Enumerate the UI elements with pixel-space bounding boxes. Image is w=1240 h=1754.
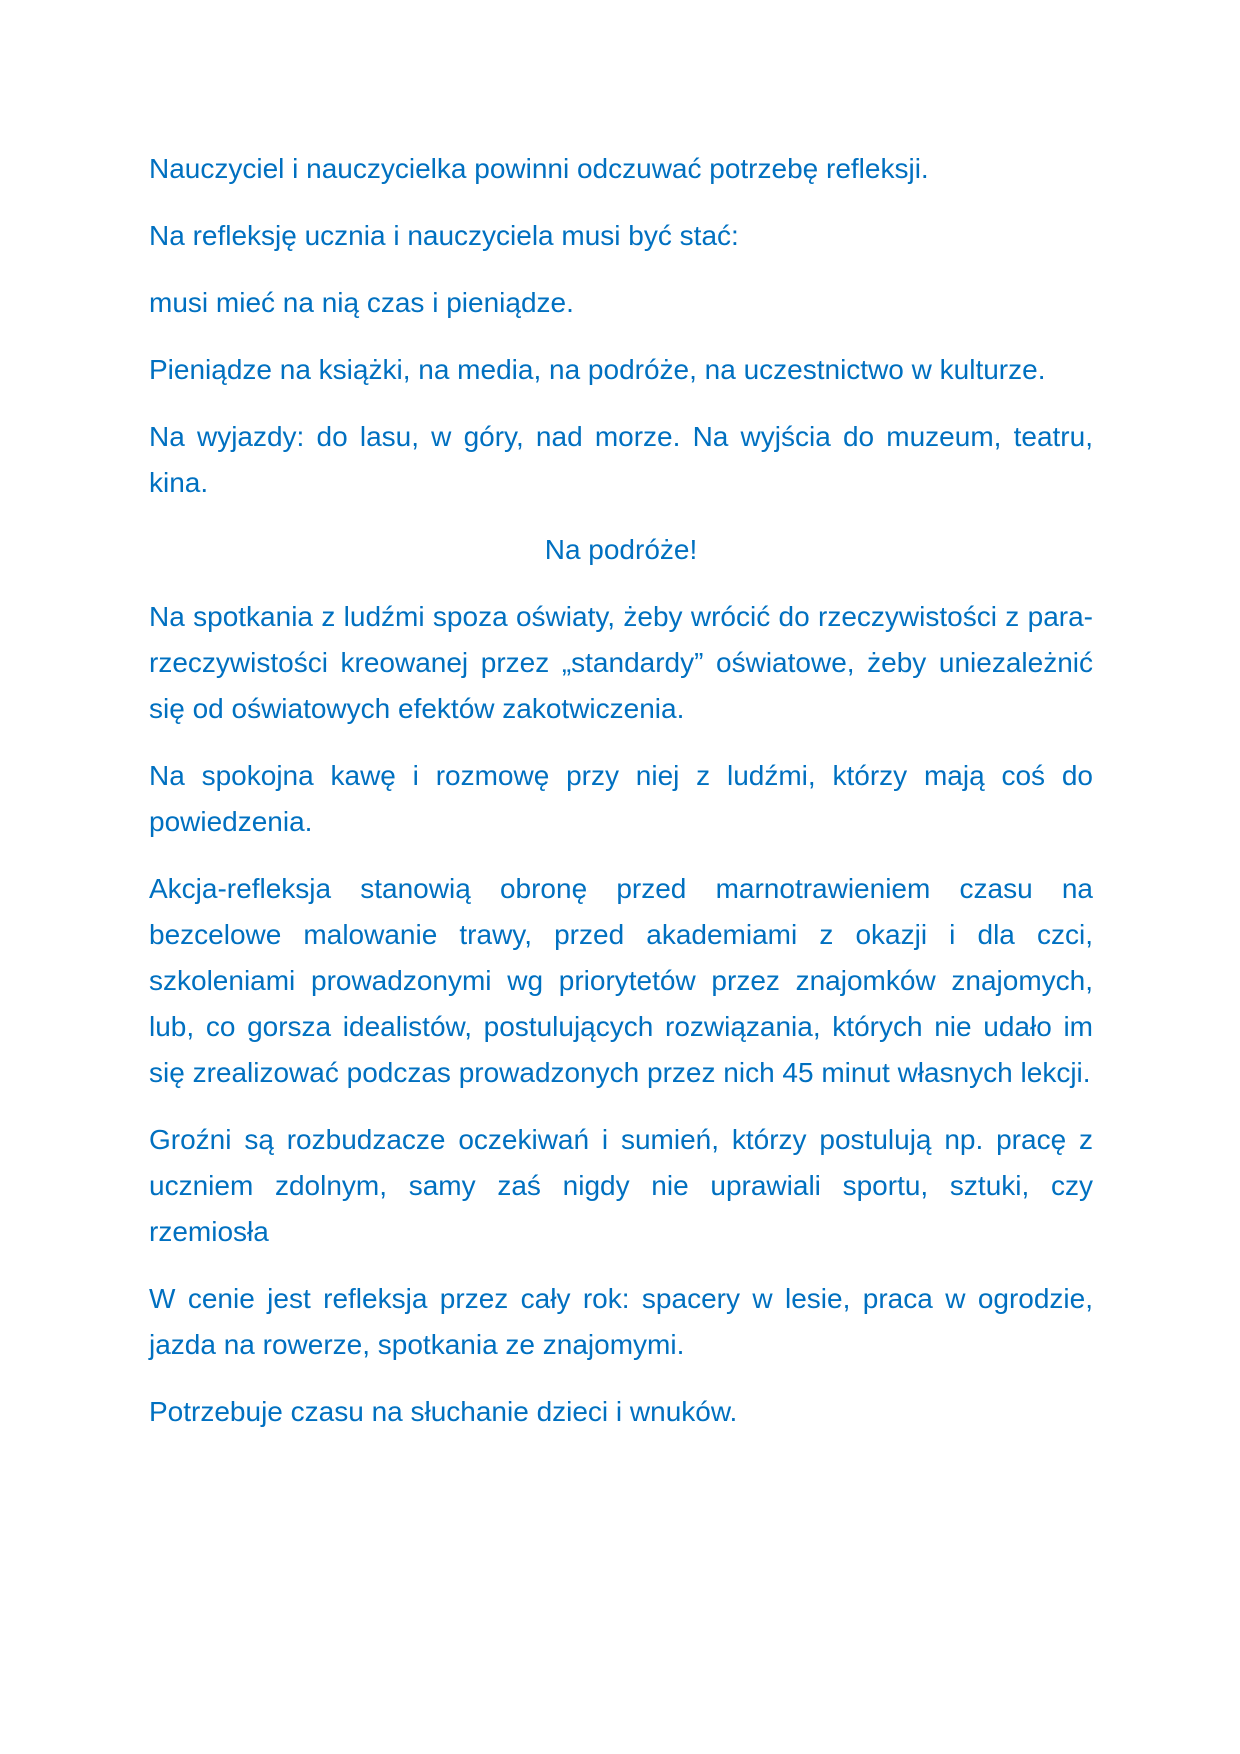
document-body: [149, 146, 1093, 1456]
paragraph-6-heading: Na podróże!: [544, 534, 698, 565]
paragraph-4: Pieniądze na książki, na media, na podróże, na uczestnictwo w kulturze.: [149, 354, 1046, 385]
paragraph-5: Na wyjazdy: do lasu, w góry, nad morze. Na wyjścia do muzeum, teatru, kina.: [149, 421, 1093, 498]
paragraph-7: Na spotkania z ludźmi spoza oświaty, żeby wrócić do rzeczywistości z para-rzeczywistości kreowanej przez „standardy” oświatowe, żeby uniezależnić się od oświatowych efektów zakotwiczenia.: [149, 601, 1093, 724]
paragraph-9: Akcja-refleksja stanowią obronę przed marnotrawieniem czasu na bezcelowe malowanie trawy, przed akademiami z okazji i dla czci, szkoleniami prowadzonymi wg priorytetów przez znajomków znajomych, lub, co gorsza idealistów, postulujących rozwiązania, których nie udało im się zrealizować podczas prowadzonych przez nich 45 minut własnych lekcji.: [149, 873, 1093, 1088]
paragraph-1: Nauczyciel i nauczycielka powinni odczuwać potrzebę refleksji.: [149, 153, 929, 184]
paragraph-12: Potrzebuje czasu na słuchanie dzieci i wnuków.: [149, 1396, 738, 1427]
paragraph-11: W cenie jest refleksja przez cały rok: spacery w lesie, praca w ogrodzie, jazda na rowerze, spotkania ze znajomymi.: [149, 1283, 1093, 1360]
paragraph-8: Na spokojna kawę i rozmowę przy niej z ludźmi, którzy mają coś do powiedzenia.: [149, 760, 1093, 837]
paragraph-2: Na refleksję ucznia i nauczyciela musi być stać:: [149, 220, 739, 251]
paragraph-10: Groźni są rozbudzacze oczekiwań i sumień, którzy postulują np. pracę z uczniem zdolnym, samy zaś nigdy nie uprawiali sportu, sztuki, czy rzemiosła: [149, 1124, 1093, 1247]
paragraph-3: musi mieć na nią czas i pieniądze.: [149, 287, 574, 318]
